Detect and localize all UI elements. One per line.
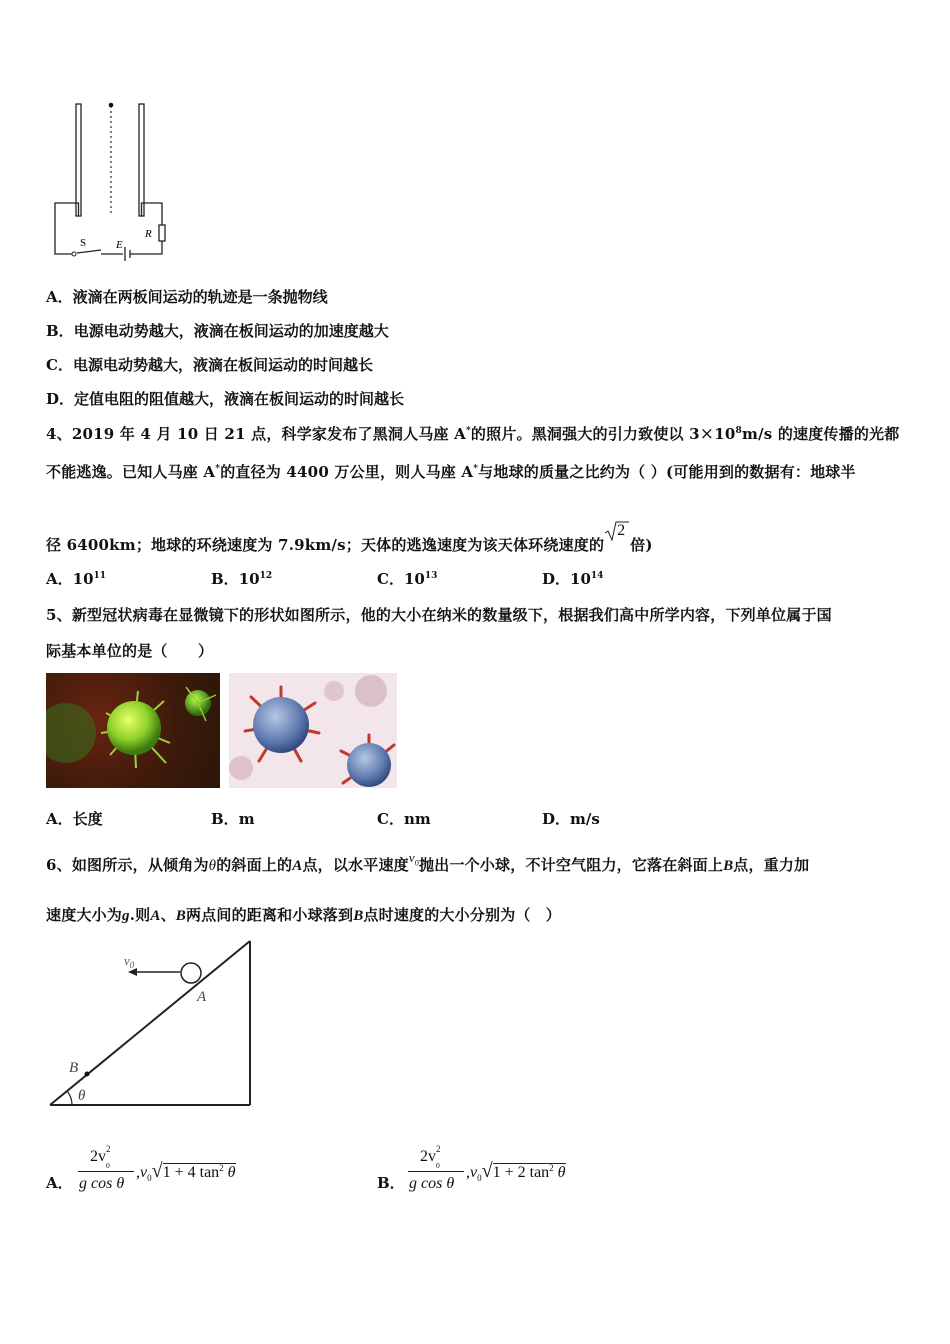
fraction-denominator: g cos θ xyxy=(79,1175,125,1192)
option-letter: D． xyxy=(46,390,75,408)
option-text: 电源电动势越大，液滴在板间运动的时间越长 xyxy=(72,356,373,374)
virus-photo-green xyxy=(46,673,220,788)
switch-label: S xyxy=(80,237,87,249)
fraction-denominator: g cos θ xyxy=(409,1175,455,1192)
q5-option-d[interactable]: D．m/s xyxy=(542,810,600,828)
option-letter: B． xyxy=(46,322,74,340)
emf-label: E xyxy=(116,239,123,251)
q5-option-b[interactable]: B．m xyxy=(211,810,255,828)
q4-stem-line1: 4、2019 年 4 月 10 日 21 点，科学家发布了黑洞人马座 A*的照片。黑洞强大的引力致使以 $3\times 10^8m/s$ 的速度传播的光都 xyxy=(46,424,900,444)
q4-option-a[interactable]: A．$10^{11}$ xyxy=(46,570,107,588)
v0-symbol: $v_0$ xyxy=(408,850,420,868)
option-letter: C． xyxy=(46,356,73,374)
v0-figure-label: $v_0$ xyxy=(124,953,135,970)
resistor-label: R xyxy=(145,228,152,240)
speed-expression: $,v_0√1 + 2$ $\tan^2 \theta$ xyxy=(466,1160,566,1184)
q6-option-a[interactable] xyxy=(76,1144,276,1198)
q6-stem-line2: 速度大小为g.则A、B两点间的距离和小球落到B点时速度的大小分别为（ ） xyxy=(46,906,562,924)
option-text: 定值电阻的阻值越大，液滴在板间运动的时间越长 xyxy=(74,390,405,408)
capacitor-circuit-figure xyxy=(45,98,180,268)
q3-option-c[interactable] xyxy=(46,354,373,375)
point-a-label: A xyxy=(197,989,207,1005)
q3-option-b[interactable] xyxy=(46,320,389,341)
fraction-numerator: 2v 2 0 xyxy=(90,1144,111,1170)
fraction-bar xyxy=(78,1171,134,1172)
q4-option-b[interactable]: B．$10^{12}$ xyxy=(211,570,273,588)
q4-option-c[interactable]: C．$10^{13}$ xyxy=(377,570,438,588)
fraction-bar xyxy=(408,1171,464,1172)
option-text: 液滴在两板间运动的轨迹是一条抛物线 xyxy=(72,288,328,306)
virus-photo-red-blue xyxy=(229,673,397,788)
q4-stem-line2: 不能逃逸。已知人马座 A*的直径为 4400 万公里，则人马座 A*与地球的质量之比约为（ ）(可能用到的数据有：地球半 xyxy=(46,463,856,481)
q3-option-a[interactable] xyxy=(46,286,328,307)
q4-stem-line3: 径 6400km；地球的环绕速度为 7.9km/s；天体的逃逸速度为该天体环绕速度的 2 倍) xyxy=(46,522,653,554)
q6-option-b[interactable] xyxy=(406,1144,606,1198)
option-letter: A． xyxy=(46,288,73,306)
theta-angle-label: θ xyxy=(78,1088,86,1104)
q6-stem-line1: 6、如图所示，从倾角为θ的斜面上的A点，以水平速度$v_0$抛出一个小球，不计空气阻力，它落在斜面上B点，重力加 xyxy=(46,850,810,874)
q3-option-d[interactable] xyxy=(46,388,404,409)
q4-option-d[interactable]: D．$10^{14}$ xyxy=(542,570,604,588)
q5-stem-line2: 际基本单位的是（ ） xyxy=(46,642,214,660)
option-text: 电源电动势越大，液滴在板间运动的加速度越大 xyxy=(73,322,389,340)
sqrt-two: 2 xyxy=(604,524,630,544)
incline-projectile-figure xyxy=(44,935,259,1110)
q6-option-b-letter: B． xyxy=(377,1174,405,1192)
q5-option-c[interactable]: C．nm xyxy=(377,810,431,828)
fraction-numerator: 2v 2 0 xyxy=(420,1144,441,1170)
q6-option-a-letter: A． xyxy=(46,1174,73,1192)
point-b-label: B xyxy=(69,1060,79,1076)
q5-stem-line1: 5、新型冠状病毒在显微镜下的形状如图所示，他的大小在纳米的数量级下，根据我们高中所学内容，下列单位属于国 xyxy=(46,606,832,624)
q5-option-a[interactable]: A．长度 xyxy=(46,810,103,828)
speed-expression: $,v_0√1 + 4$ $\tan^2 \theta$ xyxy=(136,1160,236,1184)
